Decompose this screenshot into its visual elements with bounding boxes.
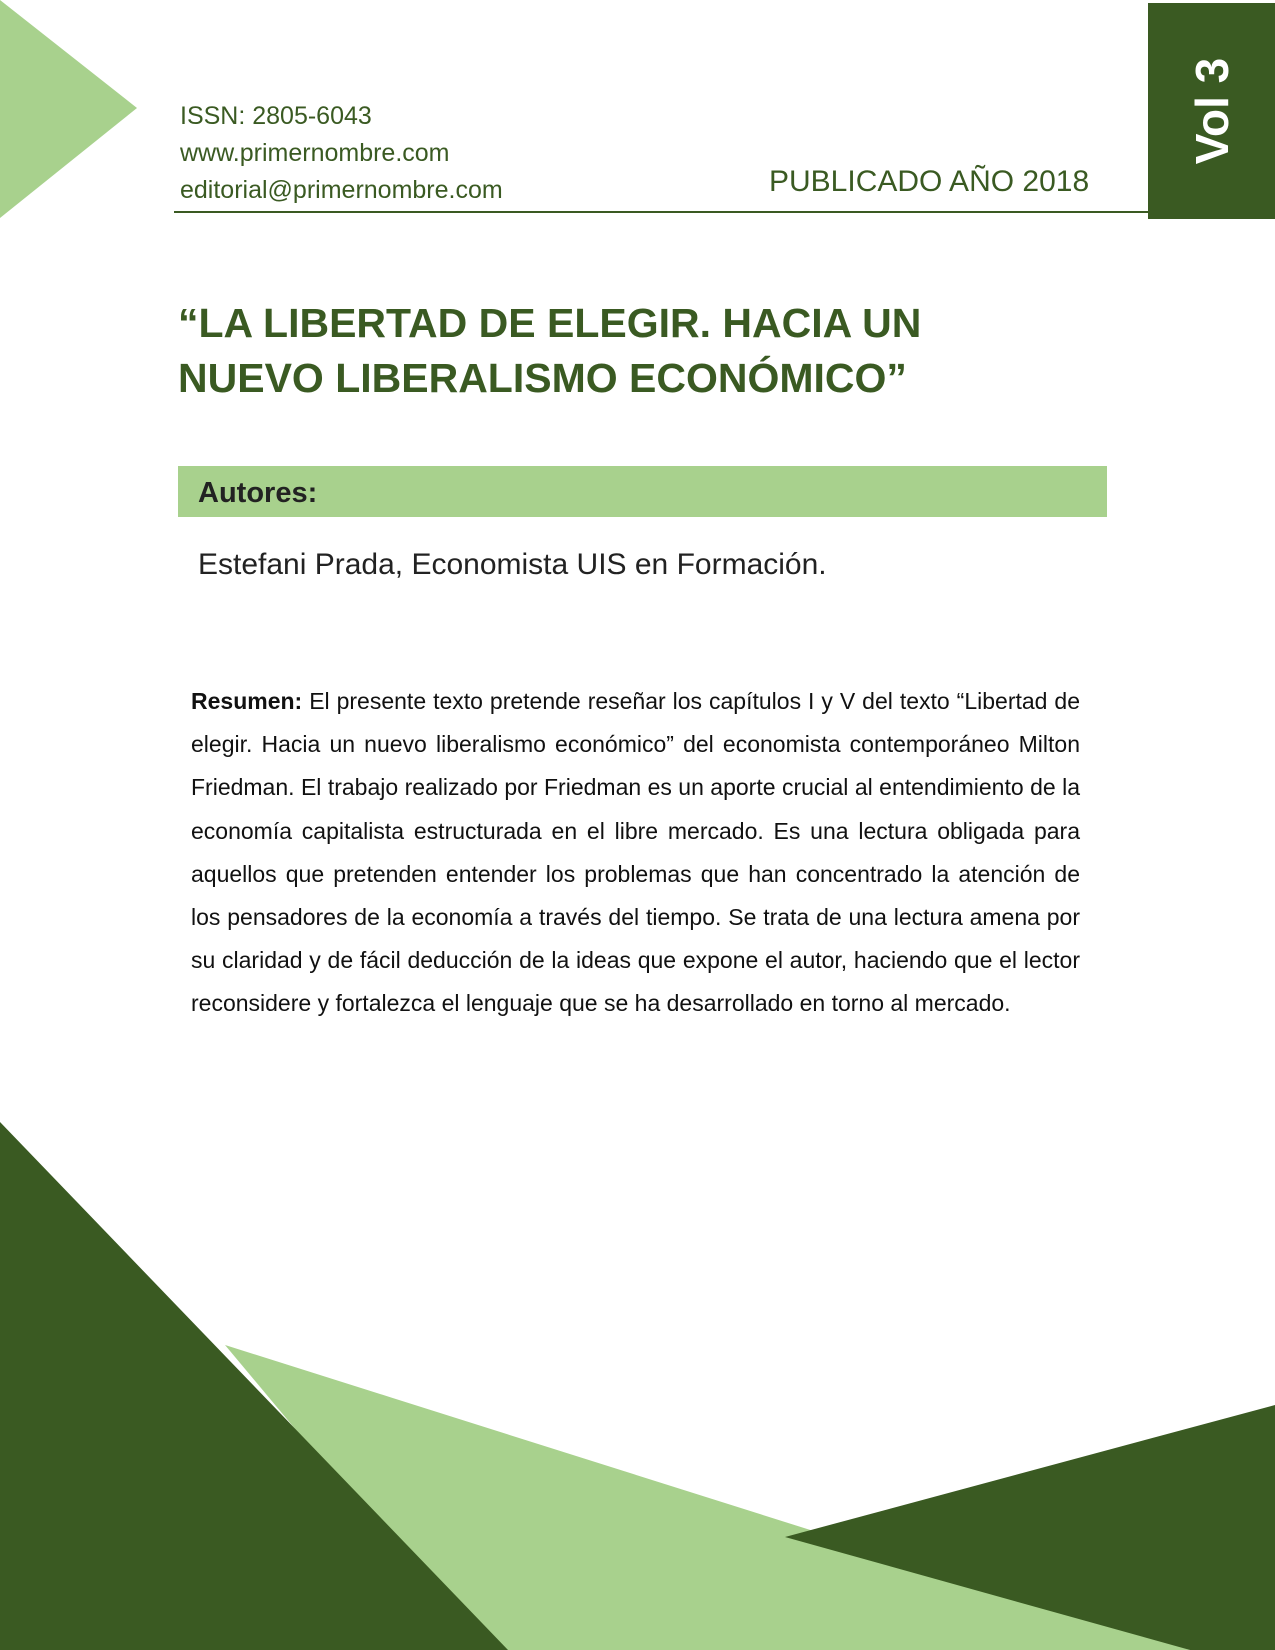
bottom-left-dark-triangle [0, 1122, 508, 1650]
bottom-light-triangle [225, 1345, 1190, 1650]
authors-label: Autores: [198, 477, 318, 509]
publication-year: PUBLICADO AÑO 2018 [769, 165, 1090, 198]
abstract-label: Resumen: [191, 688, 303, 714]
volume-label: Vol 3 [1185, 57, 1238, 165]
top-left-triangle [0, 0, 137, 218]
website-link[interactable]: www.primernombre.com [180, 139, 450, 167]
author-list: Estefani Prada, Economista UIS en Formación. [198, 548, 827, 581]
bottom-right-dark-triangle [785, 1405, 1275, 1650]
abstract-text: El presente texto pretende reseñar los capítulos I y V del texto “Libertad de elegir. Hacia un nuevo liberalismo económico” del economista contemporáneo Milton Friedman. El trabajo realizado por Friedman es un aporte crucial al entendimiento de la economía capitalista estructurada en el libre mercado. Es una lectura obligada para aquellos que pretenden entender los problemas que han concentrado la atención de los pensadores de la economía a través del tiempo. Se trata de una lectura amena por su claridad y de fácil deducción de la ideas que expone el autor, haciendo que el lector reconsidere y fortalezca el lenguaje que se ha desarrollado en torno al mercado. [191, 688, 1081, 1017]
email-link[interactable]: editorial@primernombre.com [180, 176, 503, 204]
article-title: “LA LIBERTAD DE ELEGIR. HACIA UN NUEVO LIBERALISMO ECONÓMICO” [178, 300, 922, 401]
issn: ISSN: 2805-6043 [180, 102, 372, 130]
volume-badge [1148, 3, 1275, 219]
journal-info [180, 98, 503, 209]
authors-header-bar [178, 466, 1107, 517]
abstract [191, 680, 1080, 1026]
header-divider [174, 211, 1148, 213]
